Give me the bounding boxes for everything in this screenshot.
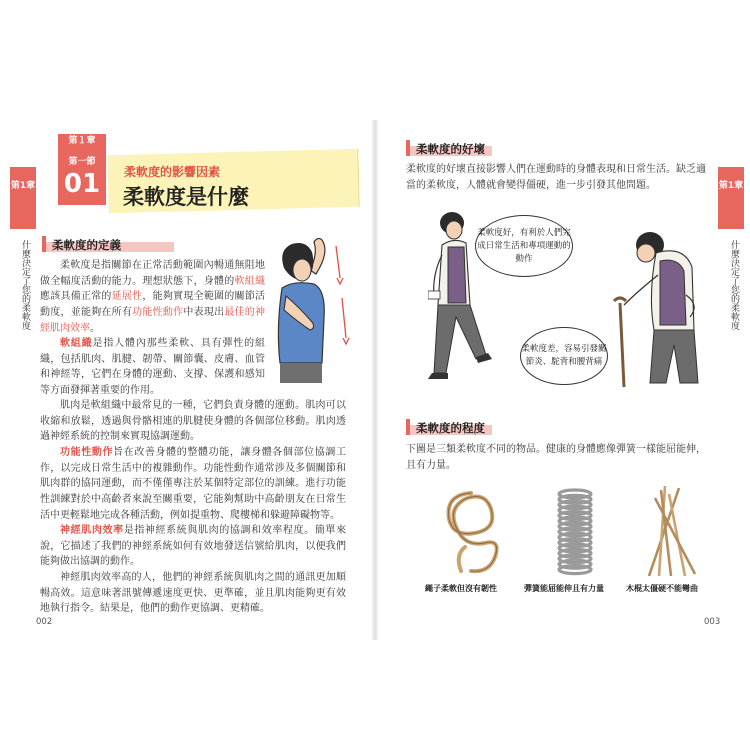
paragraph-text-run: 是指神經系統與肌肉的協調和效率程度。簡單來說，它描述了我們的神經系統如何有效地發送信號給肌肉，以便我們能夠做出協調的動作。 xyxy=(40,525,347,568)
highlighted-term: 軟組織 xyxy=(60,338,93,349)
highlighted-term: 延展性 xyxy=(111,291,143,303)
heading-text: 柔軟度的程度 xyxy=(416,421,485,435)
section1-text: 柔軟度的好壞直接影響人們在運動時的身體表現和日常生活。缺乏適當的柔軟度，人體就會變得僵硬，進一步引發其他問題。 xyxy=(406,164,706,191)
rope-illustration xyxy=(435,485,507,577)
paragraph-text-run: 神經肌肉效率高的人，他們的神經系統與肌肉之間的通訊更加順暢高效。這意味著訊號傳遞速度更快、更準確，並且肌肉能夠更有效地執行指令。結果是，他們的動作更協調、更精確。 xyxy=(40,572,346,615)
chapter-subtitle: 柔軟度的影響因素 xyxy=(124,165,221,179)
paragraph-text-run: 中表現出 xyxy=(183,307,225,319)
spring-illustration xyxy=(553,488,597,578)
body-paragraph-3 xyxy=(40,398,346,445)
chapter-side-tab-left xyxy=(10,167,36,229)
highlighted-term: 神經肌肉效率 xyxy=(60,525,124,536)
paragraph-text-run: 肌肉是軟組織中最常見的一種，它們負責身體的運動。肌肉可以收縮和放鬆，透過與骨骼相連的肌腱使身體的各個部位移動。肌肉透過神經系統的控制來實現協調運動。 xyxy=(40,400,346,443)
highlighted-term: 軟組織 xyxy=(234,275,266,287)
body-paragraph-6 xyxy=(40,570,346,617)
section-number: 01 xyxy=(63,169,101,199)
caption-spring: 彈簧能屈能伸且有力量 xyxy=(524,584,604,593)
speech-bubble-poor: 柔軟度差，容易引發關節炎、駝背和腰背痛 xyxy=(520,327,608,385)
paragraph-text-run: 柔軟度是指關節在正常活動範圍內暢通無阻地做全幅度活動的能力。理想狀態下，身體的 xyxy=(40,260,265,287)
highlighted-term: 最佳的神經肌肉效率 xyxy=(40,307,266,334)
chapter-tag: 第１章 xyxy=(58,134,106,149)
stretching-woman-illustration xyxy=(264,238,356,383)
sticks-illustration xyxy=(641,484,701,579)
book-gutter xyxy=(372,120,378,640)
side-tab-chapter-label: 第1章 xyxy=(10,181,36,191)
heading-text: 柔軟度的定義 xyxy=(52,238,121,252)
chapter-title: 柔軟度是什麼 xyxy=(123,185,249,209)
highlighted-term: 功能性動作 xyxy=(132,307,184,319)
caption-sticks: 木棍太僵硬不能彎曲 xyxy=(626,584,698,593)
caption-rope: 繩子柔軟但沒有韌性 xyxy=(425,584,497,593)
section-number-box xyxy=(58,149,106,205)
body-paragraph-4 xyxy=(40,445,346,524)
speech-bubble-good: 柔軟度好，有利於人們完成日常生活和專項運動的動作 xyxy=(475,215,573,277)
paragraph-text-run: 。 xyxy=(90,322,100,334)
page-number-right: 003 xyxy=(704,617,721,627)
body-paragraph-1 xyxy=(40,258,265,337)
side-tab-chapter-label: 第1章 xyxy=(718,181,744,191)
paragraph-text-run: 旨在改善身體的整體功能，讓身體各個部位協調工作，以完成日常生活中的複雜動作。功能性動作通常涉及多個關節和肌肉群的協同運動，而不僅僅專注於某個特定部位的訓練。進行功能性訓練對於中高齡者來說至關重要，它能夠幫助中高齡朋友在日常生活中更輕鬆地完成各種活動，例如提重物、爬樓梯和躲避障礙物等。 xyxy=(40,447,347,521)
side-vertical-title-right: 什麼決定了您的柔軟度 xyxy=(729,240,739,330)
body-paragraph-2 xyxy=(40,336,265,399)
side-vertical-title-left: 什麼決定了您的柔軟度 xyxy=(20,240,30,330)
section2-text: 下圖是三類柔軟度不同的物品。健康的身體應像彈簧一樣能屈能伸，且有力量。 xyxy=(406,444,706,471)
section-label: 第一節 xyxy=(68,157,96,167)
paragraph-text-run: 是指人體內那些柔軟、具有彈性的組織，包括肌肉、肌腱、韌帶、關節囊、皮膚、血管和神經等，它們在身體的運動、支撐、保護和感知等方面發揮著重要的作用。 xyxy=(40,338,265,397)
paragraph-text-run: ，能夠實現全範圍的關節活動度，並能夠在所有 xyxy=(40,291,266,319)
paragraph-text-run: 應該具備正常的 xyxy=(40,291,112,303)
heading-text: 柔軟度的好壞 xyxy=(416,142,485,156)
page-number-left: 002 xyxy=(36,617,53,627)
body-paragraph-5 xyxy=(40,523,346,570)
highlighted-term: 功能性動作 xyxy=(60,447,114,458)
